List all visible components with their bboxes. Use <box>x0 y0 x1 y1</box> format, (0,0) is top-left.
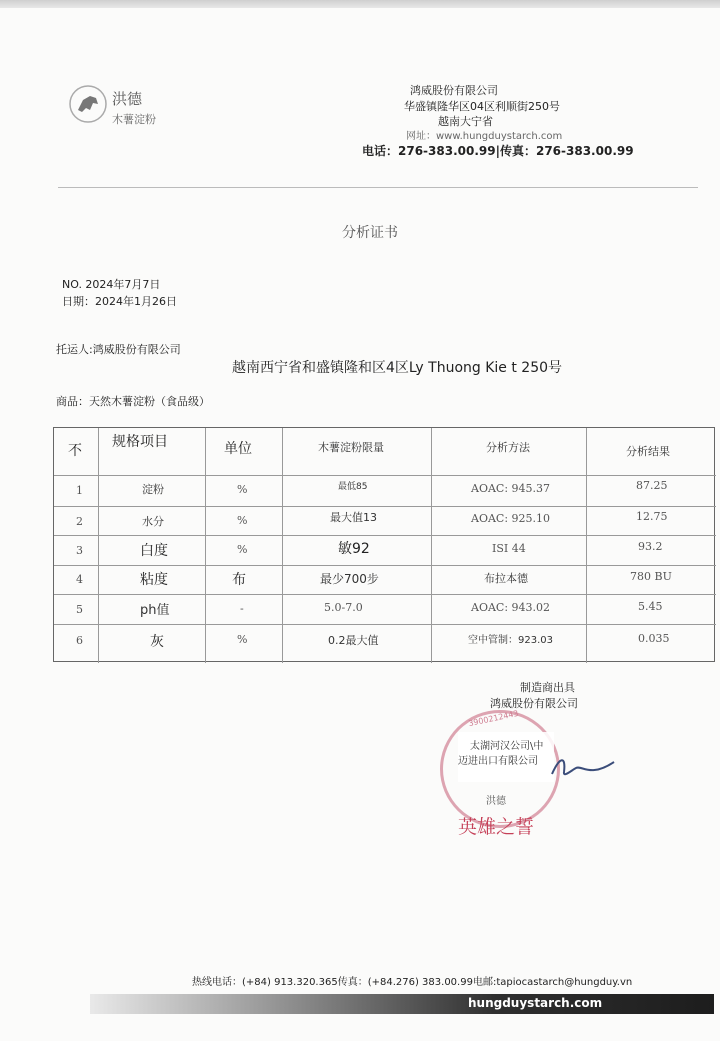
issuer-company: 鸿威股份有限公司 <box>490 697 578 710</box>
header-item: 规格项目 <box>112 434 168 450</box>
horse-logo-icon <box>68 84 108 124</box>
shipper: 托运人:鸿威股份有限公司 <box>56 343 181 356</box>
issued-by: 制造商出具 <box>520 681 575 694</box>
certificate-date: 日期：2024年1月26日 <box>62 295 177 308</box>
shipper-address: 越南西宁省和盛镇隆和区4区Ly Thuong Kie t 250号 <box>232 360 563 376</box>
logo-subtitle: 木薯淀粉 <box>112 113 156 126</box>
goods: 商品：天然木薯淀粉（食品级） <box>56 395 210 408</box>
header-divider <box>58 187 698 188</box>
company-address: 华盛镇隆华区04区利顺街250号 <box>404 100 560 113</box>
stamp-line-1: 太湖河汉公司\中 <box>470 741 544 752</box>
analysis-table: 不 规格项目 单位 木薯淀粉限量 分析方法 分析结果 1 淀粉 % 最低85 AOAC: 945.37 87.25 2 水分 % 最大值13 AOAC: 925.10 12.75 3 白度 % 敏92 ISI 44 93.2 4 粘度 布 最少700步 布拉本德 780 BU 5 ph值 - 5.0-7.0 AOAC: 943.02 5.45 6 灰 % 0.2最大值 空中管制：923.03 0.035 <box>53 427 715 662</box>
company-country: 越南大宁省 <box>438 115 493 128</box>
footer-website[interactable]: hungduystarch.com <box>468 996 603 1010</box>
header-method: 分析方法 <box>486 441 530 454</box>
header-limit: 木薯淀粉限量 <box>318 441 384 454</box>
stamp-line-2: 迈进出口有限公司 <box>458 756 538 767</box>
header-unit: 单位 <box>224 441 252 457</box>
company-website[interactable]: 网址：www.hungduystarch.com <box>406 131 563 142</box>
company-name: 鸿威股份有限公司 <box>410 84 498 97</box>
oath-text: 英雄之誓 <box>458 816 535 838</box>
document-title: 分析证书 <box>342 225 398 241</box>
top-border <box>0 0 720 8</box>
footer-bar <box>90 994 714 1014</box>
stamp-number: 3900212443 <box>467 708 520 729</box>
header-result: 分析结果 <box>626 445 670 458</box>
logo-name: 洪德 <box>112 90 143 108</box>
footer-contact: 热线电话：(+84) 913.320.365传真：(+84.276) 383.00.99电邮:tapiocastarch@hungduy.vn <box>192 977 633 988</box>
stamp-center-text: 洪德 <box>486 796 506 807</box>
handwritten-signature <box>548 752 618 782</box>
certificate-number: NO. 2024年7月7日 <box>62 278 161 291</box>
header-no: 不 <box>68 443 82 459</box>
company-phone-fax: 电话：276-383.00.99|传真：276-383.00.99 <box>362 144 634 158</box>
